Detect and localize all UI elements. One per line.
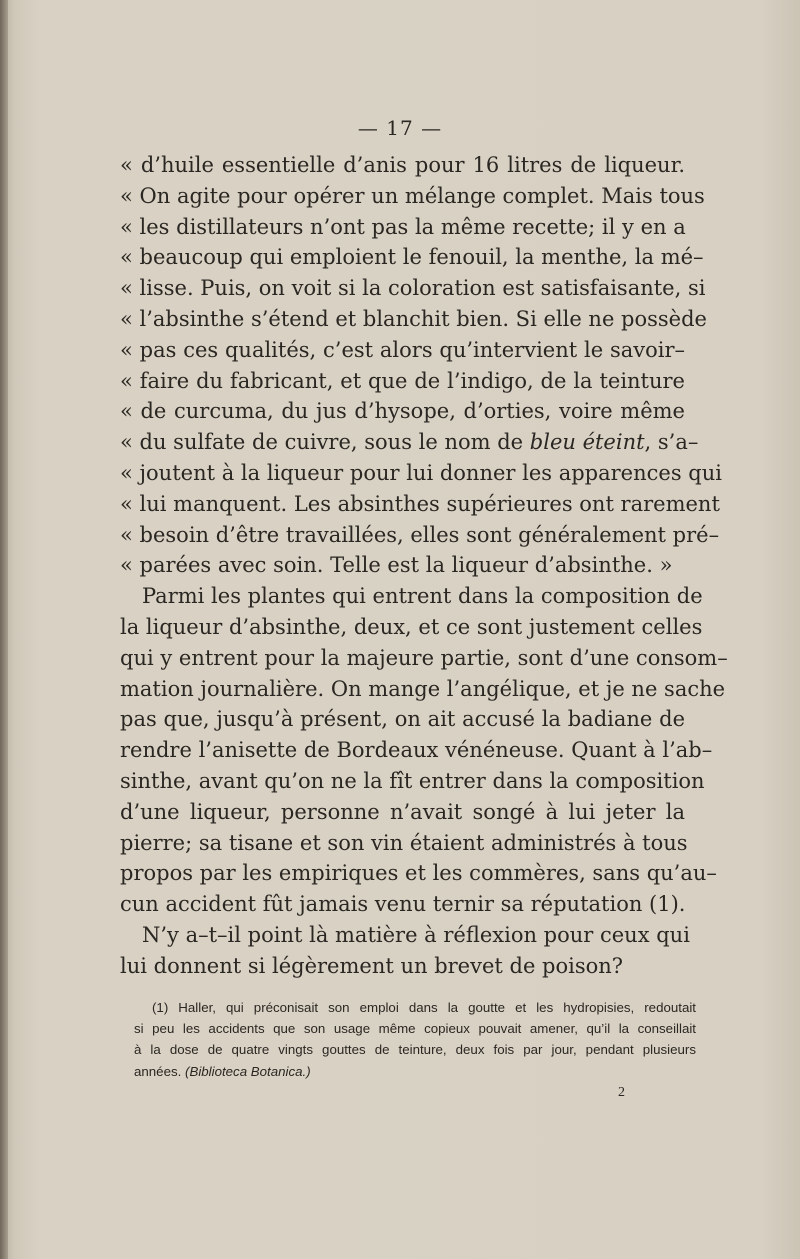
text-line: « les distillateurs n’ont pas la même recette; il y en a bbox=[120, 214, 686, 239]
footnote-line: à la dose de quatre vingts gouttes de teinture, deux fois par jour, pendant plusieurs bbox=[134, 1042, 696, 1058]
text-line: « parées avec soin. Telle est la liqueur d’absinthe. » bbox=[120, 553, 673, 578]
text-line: « pas ces qualités, c’est alors qu’intervient le savoir– bbox=[120, 337, 685, 362]
text-line: « beaucoup qui emploient le fenouil, la menthe, la mé– bbox=[120, 245, 704, 270]
text-line: « joutent à la liqueur pour lui donner les apparences qui bbox=[120, 460, 722, 485]
footnote-line: si peu les accidents que son usage même copieux pouvait amener, qu’il la conseillait bbox=[134, 1021, 696, 1037]
text-line: propos par les empiriques et les commères, sans qu’au– bbox=[120, 861, 717, 886]
text-line: la liqueur d’absinthe, deux, et ce sont justement celles bbox=[120, 614, 703, 639]
text-line: sinthe, avant qu’on ne la fît entrer dans la composition bbox=[120, 768, 705, 793]
text-line: pas que, jusqu’à présent, on ait accusé la badiane de bbox=[120, 707, 685, 732]
binding-edge bbox=[0, 0, 8, 1259]
text-line: « l’absinthe s’étend et blanchit bien. Si elle ne possède bbox=[120, 306, 707, 331]
text-line: rendre l’anisette de Bordeaux vénéneuse. Quant à l’ab– bbox=[120, 738, 713, 763]
text-line: « lisse. Puis, on voit si la coloration est satisfaisante, si bbox=[120, 276, 706, 301]
text-line: « du sulfate de cuivre, sous le nom de bleu éteint, s’a– bbox=[120, 430, 699, 455]
text-line: Parmi les plantes qui entrent dans la composition de bbox=[142, 584, 703, 609]
signature-mark: 2 bbox=[618, 1085, 625, 1100]
text-line: cun accident fût jamais venu ternir sa réputation (1). bbox=[120, 892, 686, 917]
text-line: « de curcuma, du jus d’hysope, d’orties, voire même bbox=[120, 399, 685, 424]
text-line: d’une liqueur, personne n’avait songé à lui jeter la bbox=[120, 799, 685, 824]
text-line: lui donnent si légèrement un brevet de poison? bbox=[120, 953, 624, 978]
text-line: pierre; sa tisane et son vin étaient administrés à tous bbox=[120, 830, 688, 855]
text-line: qui y entrent pour la majeure partie, sont d’une consom– bbox=[120, 645, 728, 670]
footnote-line: années. (Biblioteca Botanica.) bbox=[134, 1063, 311, 1079]
body-text bbox=[120, 150, 728, 982]
text-line: « lui manquent. Les absinthes supérieures ont rarement bbox=[120, 491, 720, 516]
page-header: — 17 — bbox=[357, 116, 443, 140]
text-line: N’y a–t–il point là matière à réflexion pour ceux qui bbox=[142, 922, 690, 947]
footnote-line: (1) Haller, qui préconisait son emploi dans la goutte et les hydropisies, redoutait bbox=[152, 1000, 696, 1015]
footnote bbox=[134, 997, 696, 1082]
text-line: « besoin d’être travaillées, elles sont généralement pré– bbox=[120, 522, 720, 547]
text-line: mation journalière. On mange l’angélique, et je ne sache bbox=[120, 676, 726, 701]
text-line: « d’huile essentielle d’anis pour 16 litres de liqueur. bbox=[120, 153, 685, 177]
text-line: « On agite pour opérer un mélange complet. Mais tous bbox=[120, 183, 705, 208]
text-line: « faire du fabricant, et que de l’indigo, de la teinture bbox=[120, 368, 685, 393]
